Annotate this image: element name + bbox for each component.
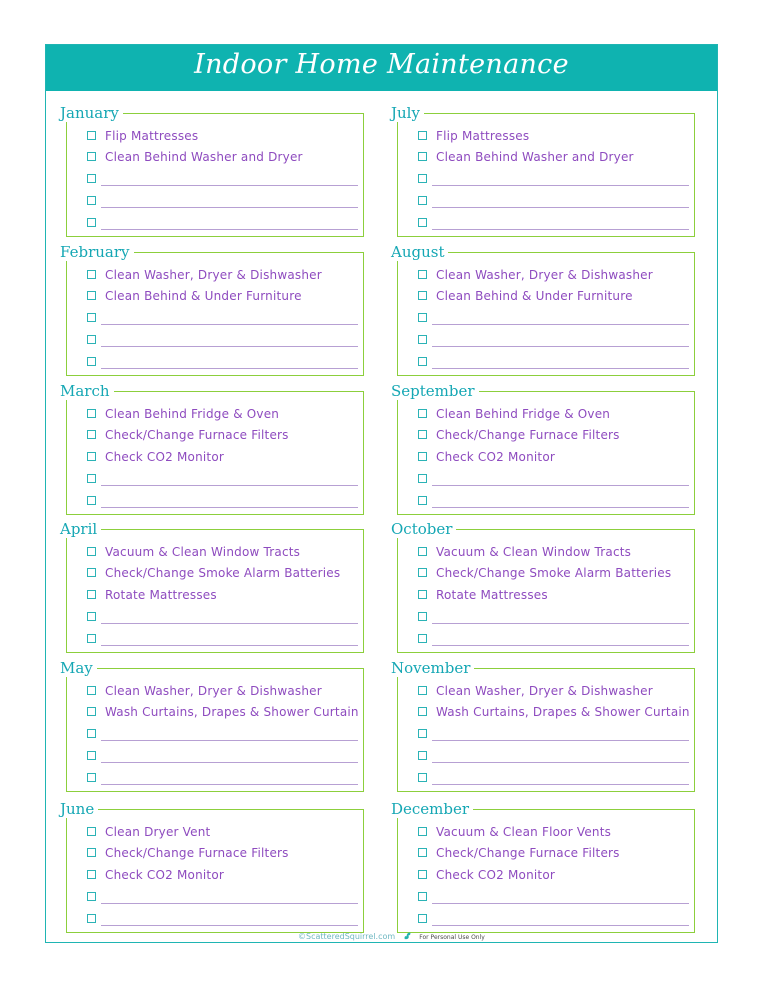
task-label: Wash Curtains, Drapes & Shower Curtain [105,705,359,719]
write-in-line[interactable] [101,903,358,904]
task-checkbox[interactable] [418,291,427,300]
task-checkbox[interactable] [418,773,427,782]
task-checkbox[interactable] [87,196,96,205]
task-checkbox[interactable] [418,131,427,140]
month-name: October [391,520,456,538]
blank-task-line [87,769,357,787]
task-checkbox[interactable] [418,848,427,857]
task-checkbox[interactable] [418,612,427,621]
task-item [87,543,357,561]
task-checkbox[interactable] [87,430,96,439]
write-in-line[interactable] [101,324,358,325]
task-checkbox[interactable] [418,152,427,161]
blank-task-line [418,630,688,648]
blank-task-line [418,331,688,349]
task-label: Clean Washer, Dryer & Dishwasher [105,684,322,698]
month-name: February [60,243,134,261]
blank-task-line [418,910,688,928]
task-item [418,448,688,466]
write-in-line[interactable] [432,903,689,904]
blank-task-line [87,192,357,210]
task-label: Check CO2 Monitor [436,868,556,882]
write-in-line[interactable] [432,623,689,624]
blank-task-line [87,910,357,928]
task-label: Rotate Mattresses [436,588,548,602]
write-in-line[interactable] [101,229,358,230]
task-label: Clean Dryer Vent [105,825,211,839]
task-checkbox[interactable] [418,590,427,599]
write-in-line[interactable] [101,346,358,347]
task-checkbox[interactable] [418,870,427,879]
task-label: Clean Behind Washer and Dryer [105,150,303,164]
write-in-line[interactable] [432,185,689,186]
task-label: Clean Washer, Dryer & Dishwasher [436,268,653,282]
month-name: July [391,104,424,122]
task-checkbox[interactable] [418,892,427,901]
task-label: Rotate Mattresses [105,588,217,602]
task-checkbox[interactable] [87,634,96,643]
task-item [418,866,688,884]
task-label: Vacuum & Clean Window Tracts [105,545,301,559]
task-label: Flip Mattresses [105,129,199,143]
write-in-line[interactable] [101,207,358,208]
task-checkbox[interactable] [418,270,427,279]
month-name: December [391,800,473,818]
blank-task-line [87,630,357,648]
month-name: May [60,659,97,677]
task-checkbox[interactable] [87,547,96,556]
task-label: Check CO2 Monitor [105,868,225,882]
blank-task-line [418,309,688,327]
task-label: Vacuum & Clean Window Tracts [436,545,632,559]
task-item [418,564,688,582]
task-checkbox[interactable] [87,751,96,760]
task-label: Clean Behind Fridge & Oven [105,407,280,421]
task-checkbox[interactable] [418,474,427,483]
task-item [418,703,688,721]
task-label: Clean Washer, Dryer & Dishwasher [105,268,322,282]
blank-task-line [418,170,688,188]
task-checkbox[interactable] [87,335,96,344]
task-item [87,148,357,166]
task-checkbox[interactable] [87,827,96,836]
task-item [418,287,688,305]
task-checkbox[interactable] [418,568,427,577]
task-label: Check/Change Smoke Alarm Batteries [105,566,341,580]
month-name: April [60,520,101,538]
task-item [418,148,688,166]
task-checkbox[interactable] [418,547,427,556]
task-item [418,682,688,700]
task-label: Clean Behind & Under Furniture [105,289,302,303]
task-item [87,448,357,466]
write-in-line[interactable] [101,507,358,508]
task-label: Clean Behind Washer and Dryer [436,150,634,164]
month-name: November [391,659,474,677]
write-in-line[interactable] [101,762,358,763]
task-checkbox[interactable] [87,612,96,621]
task-checkbox[interactable] [418,430,427,439]
task-label: Flip Mattresses [436,129,530,143]
task-item [87,127,357,145]
task-label: Check/Change Furnace Filters [436,846,620,860]
task-checkbox[interactable] [87,409,96,418]
task-label: Check/Change Furnace Filters [105,846,289,860]
blank-task-line [418,888,688,906]
task-checkbox[interactable] [418,452,427,461]
footer-note: For Personal Use Only [419,934,485,941]
task-checkbox[interactable] [418,196,427,205]
blank-task-line [87,353,357,371]
task-checkbox[interactable] [418,409,427,418]
footer-site: ©ScatteredSquirrel.com [298,932,396,941]
task-checkbox[interactable] [87,568,96,577]
blank-task-line [87,608,357,626]
task-item [87,287,357,305]
task-item [418,127,688,145]
write-in-line[interactable] [432,485,689,486]
page-title: Indoor Home Maintenance [194,49,569,80]
blank-task-line [87,725,357,743]
write-in-line[interactable] [101,623,358,624]
blank-task-line [87,309,357,327]
task-checkbox[interactable] [87,590,96,599]
task-label: Clean Behind Fridge & Oven [436,407,611,421]
blank-task-line [87,470,357,488]
month-name: January [60,104,123,122]
task-item [418,586,688,604]
blank-task-line [418,470,688,488]
task-checkbox[interactable] [87,452,96,461]
blank-task-line [418,192,688,210]
write-in-line[interactable] [101,485,358,486]
task-item [87,564,357,582]
blank-task-line [87,888,357,906]
task-item [418,266,688,284]
task-checkbox[interactable] [418,174,427,183]
task-checkbox[interactable] [87,848,96,857]
write-in-line[interactable] [101,645,358,646]
write-in-line[interactable] [101,185,358,186]
title-bar [46,45,717,91]
task-checkbox[interactable] [418,335,427,344]
task-item [87,866,357,884]
blank-task-line [87,170,357,188]
blank-task-line [87,492,357,510]
write-in-line[interactable] [432,507,689,508]
write-in-line[interactable] [101,784,358,785]
blank-task-line [418,608,688,626]
month-name: June [60,800,98,818]
task-checkbox[interactable] [87,892,96,901]
blank-task-line [418,747,688,765]
task-checkbox[interactable] [87,291,96,300]
task-checkbox[interactable] [87,357,96,366]
write-in-line[interactable] [432,346,689,347]
month-name: August [391,243,448,261]
task-checkbox[interactable] [418,634,427,643]
task-item [87,844,357,862]
task-item [87,266,357,284]
task-label: Vacuum & Clean Floor Vents [436,825,612,839]
task-checkbox[interactable] [87,313,96,322]
blank-task-line [418,725,688,743]
task-checkbox[interactable] [418,313,427,322]
footer [298,931,485,941]
blank-task-line [418,769,688,787]
write-in-line[interactable] [432,229,689,230]
task-label: Wash Curtains, Drapes & Shower Curtain [436,705,690,719]
task-checkbox[interactable] [418,218,427,227]
task-item [418,426,688,444]
write-in-line[interactable] [432,645,689,646]
task-checkbox[interactable] [418,751,427,760]
write-in-line[interactable] [101,368,358,369]
blank-task-line [87,331,357,349]
task-checkbox[interactable] [87,496,96,505]
task-checkbox[interactable] [87,686,96,695]
task-label: Clean Washer, Dryer & Dishwasher [436,684,653,698]
month-name: March [60,382,114,400]
task-label: Check/Change Furnace Filters [105,428,289,442]
write-in-line[interactable] [101,925,358,926]
task-checkbox[interactable] [87,707,96,716]
task-item [87,405,357,423]
task-checkbox[interactable] [87,218,96,227]
write-in-line[interactable] [432,740,689,741]
task-item [87,823,357,841]
task-checkbox[interactable] [87,914,96,923]
task-checkbox[interactable] [87,152,96,161]
task-checkbox[interactable] [418,496,427,505]
task-checkbox[interactable] [418,707,427,716]
task-item [87,586,357,604]
task-item [418,823,688,841]
task-checkbox[interactable] [87,270,96,279]
task-checkbox[interactable] [418,914,427,923]
task-item [418,844,688,862]
write-in-line[interactable] [432,324,689,325]
blank-task-line [87,214,357,232]
blank-task-line [87,747,357,765]
task-item [87,703,357,721]
write-in-line[interactable] [101,740,358,741]
task-label: Check CO2 Monitor [436,450,556,464]
write-in-line[interactable] [432,207,689,208]
write-in-line[interactable] [432,925,689,926]
task-label: Check/Change Furnace Filters [436,428,620,442]
squirrel-icon [403,931,412,940]
task-label: Clean Behind & Under Furniture [436,289,633,303]
task-checkbox[interactable] [87,474,96,483]
write-in-line[interactable] [432,368,689,369]
task-checkbox[interactable] [418,729,427,738]
task-checkbox[interactable] [418,686,427,695]
task-checkbox[interactable] [418,827,427,836]
task-label: Check/Change Smoke Alarm Batteries [436,566,672,580]
blank-task-line [418,353,688,371]
month-name: September [391,382,479,400]
blank-task-line [418,492,688,510]
task-checkbox[interactable] [87,729,96,738]
task-item [87,682,357,700]
task-checkbox[interactable] [87,870,96,879]
write-in-line[interactable] [432,784,689,785]
task-label: Check CO2 Monitor [105,450,225,464]
write-in-line[interactable] [432,762,689,763]
task-checkbox[interactable] [418,357,427,366]
task-item [87,426,357,444]
blank-task-line [418,214,688,232]
task-checkbox[interactable] [87,131,96,140]
task-checkbox[interactable] [87,174,96,183]
task-item [418,543,688,561]
task-checkbox[interactable] [87,773,96,782]
task-item [418,405,688,423]
